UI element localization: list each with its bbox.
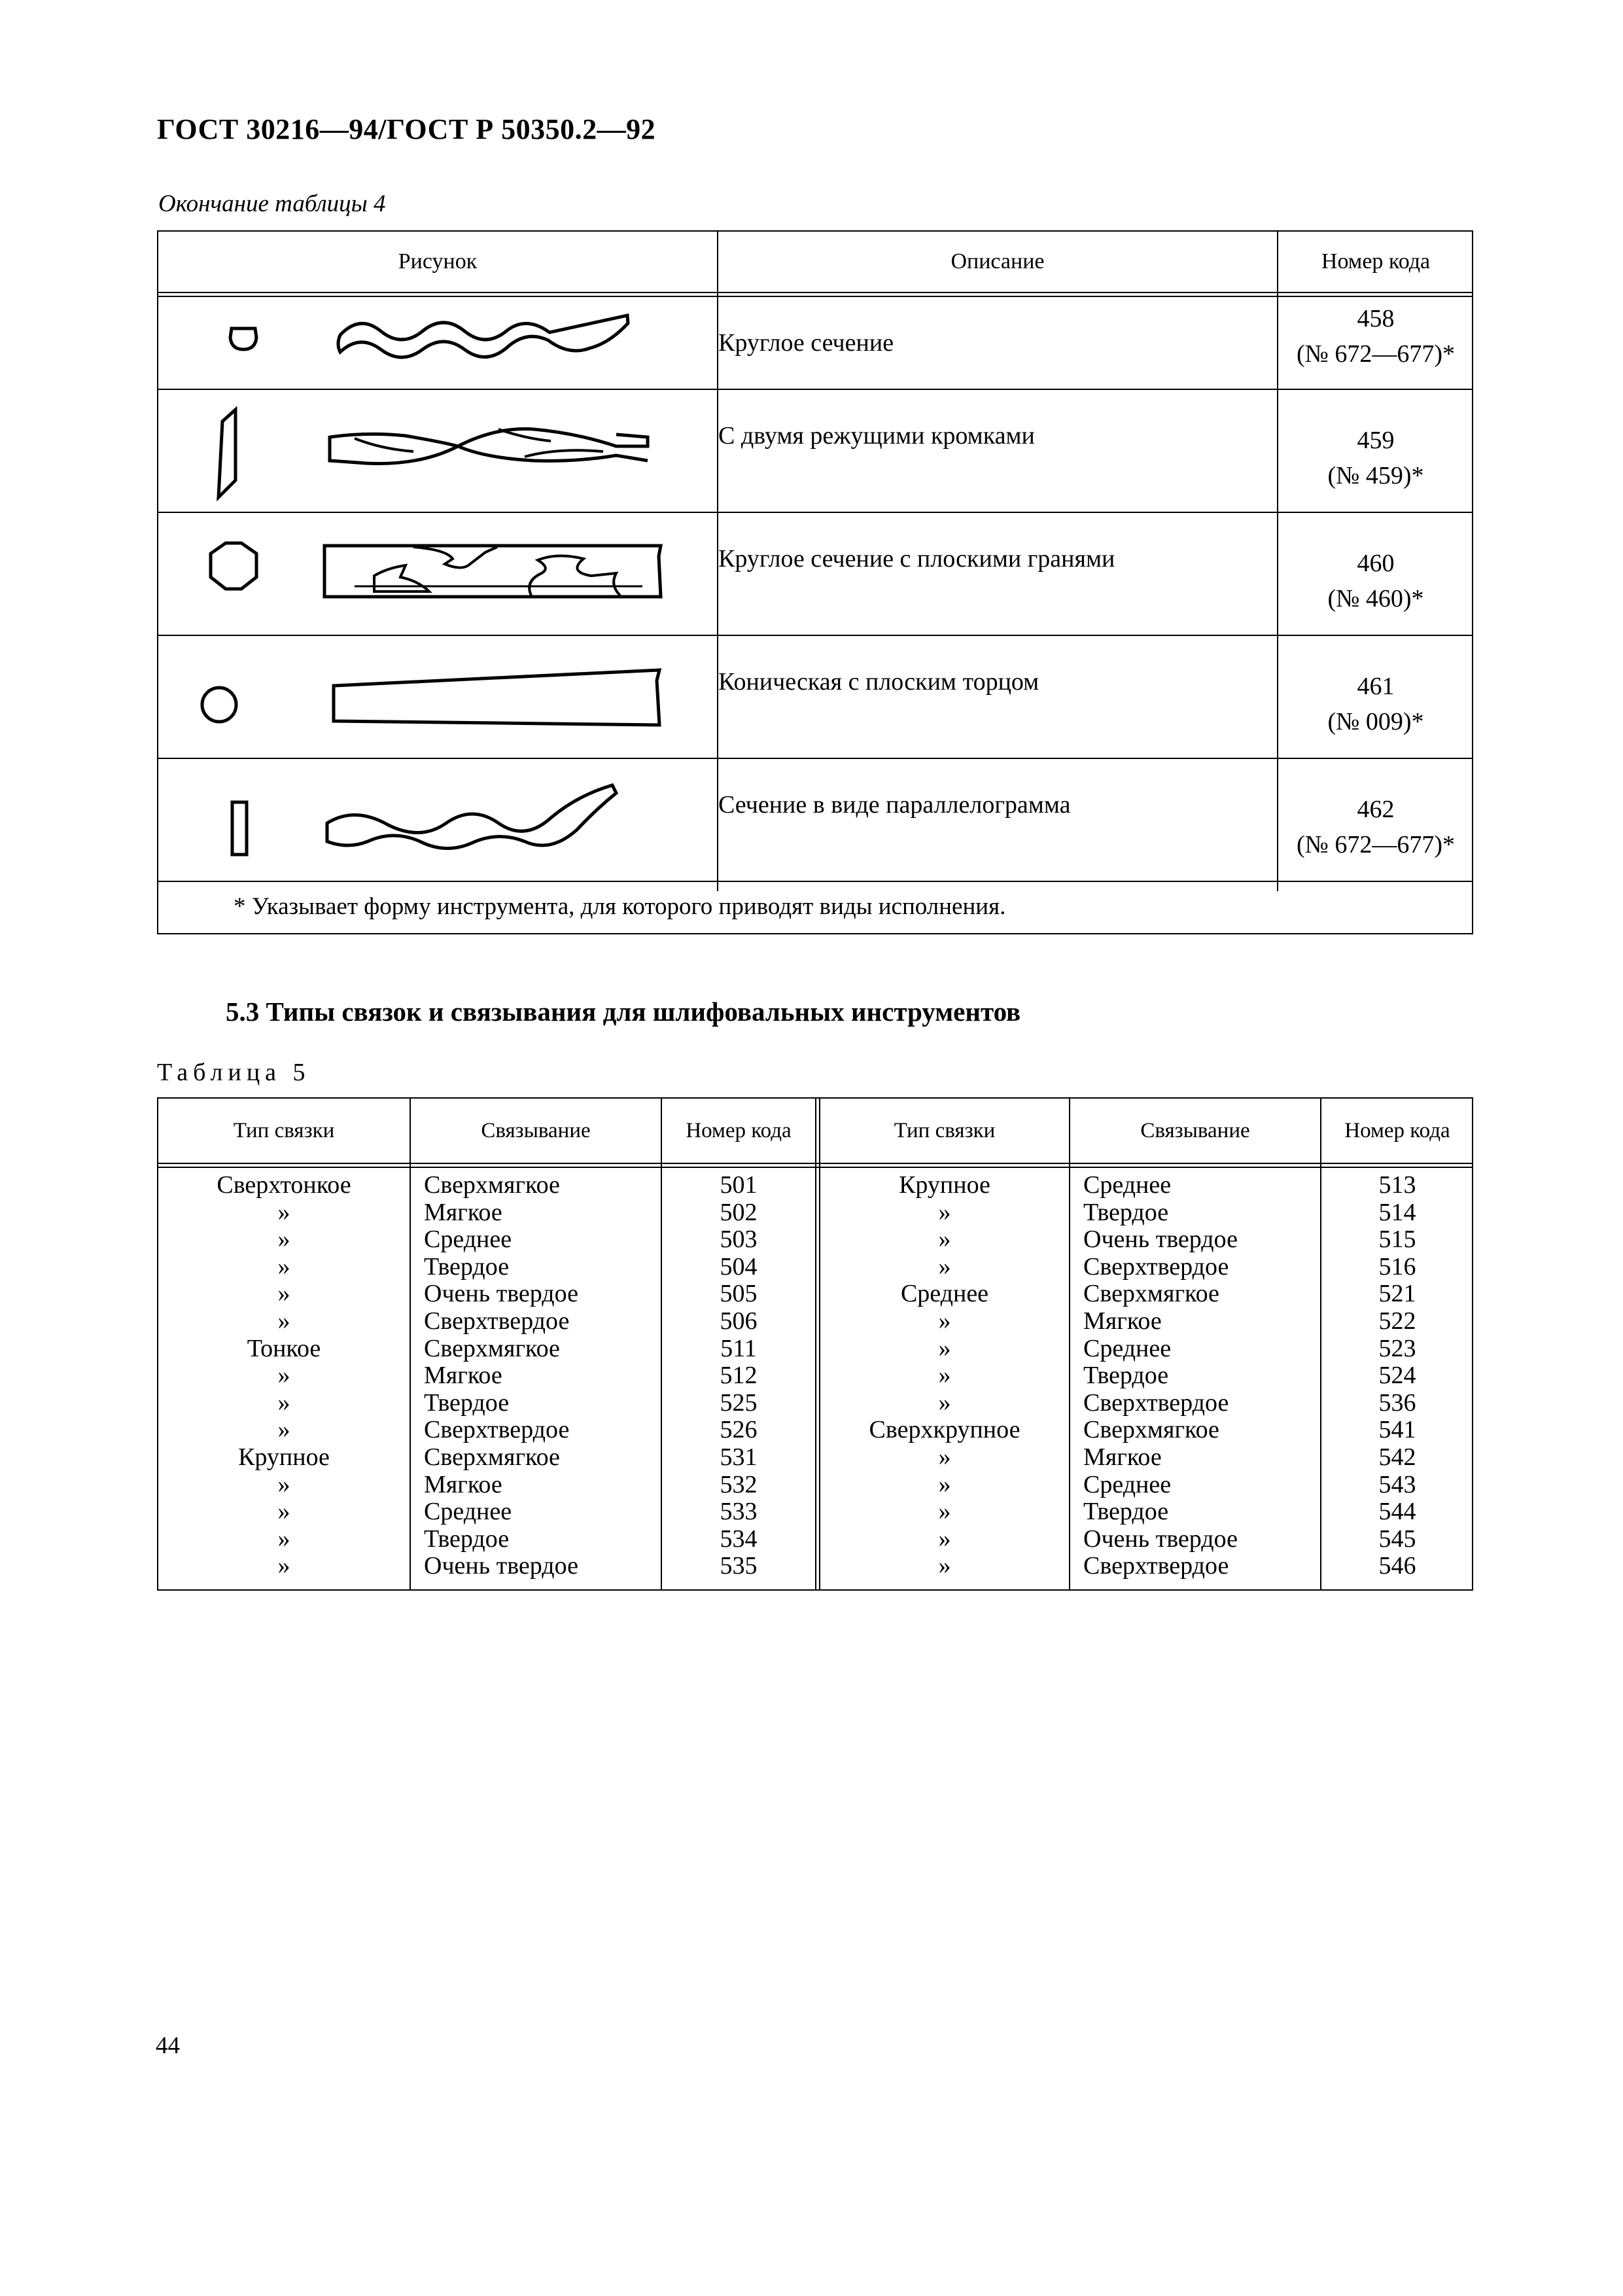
table5-cell: » [277, 1280, 290, 1308]
table4-code-number: 459 [1357, 427, 1395, 454]
table5-left-type-column [158, 1172, 410, 1580]
conical-flat-end-tool-figure [158, 636, 717, 758]
table5-cell: » [938, 1226, 951, 1254]
table5-cell: Мягкое [1083, 1443, 1162, 1471]
table5-cell: Мягкое [424, 1198, 502, 1226]
table4-row-description: С двумя режущими кромками [718, 422, 1035, 450]
table5-cell: » [938, 1470, 951, 1498]
table5-col-code: Номер кода [1344, 1118, 1450, 1142]
table5-cell: 544 [1378, 1498, 1416, 1526]
table4-code-number: 462 [1357, 796, 1395, 823]
table5-cell: » [938, 1443, 951, 1471]
table5-right-binding-column [1083, 1172, 1319, 1580]
table5-cell: 543 [1378, 1470, 1416, 1498]
table5-cell: Сверхкрупное [869, 1416, 1021, 1444]
two-edge-twisted-tool-figure [158, 390, 717, 512]
table5-cell: Сверхтвердое [1083, 1388, 1229, 1417]
table4-col-code: Номер кода [1321, 249, 1431, 274]
table5 [157, 1097, 1473, 1591]
table5-cell: 501 [720, 1171, 758, 1199]
round-section-wavy-tool-figure [158, 297, 717, 389]
table5-cell: 541 [1378, 1416, 1416, 1444]
table5-cell: 542 [1378, 1443, 1416, 1471]
table5-col-binding: Связывание [1140, 1118, 1250, 1142]
table5-cell: » [277, 1252, 290, 1280]
table5-cell: » [277, 1198, 290, 1226]
table4-row-description: Круглое сечение [718, 329, 894, 357]
table4-footnote: * Указывает форму инструмента, для которого приводят виды исполнения. [234, 893, 1006, 920]
table5-cell: 525 [720, 1388, 758, 1417]
table5-cell: » [938, 1198, 951, 1226]
parallelogram-section-wavy-tool-figure [158, 759, 717, 881]
table5-cell: » [277, 1552, 290, 1580]
table5-cell: » [938, 1362, 951, 1390]
table5-divider [1069, 1099, 1070, 1589]
table5-cell: 546 [1378, 1552, 1416, 1580]
table4-row-description: Сечение в виде параллелограмма [718, 791, 1071, 819]
table5-cell: Мягкое [424, 1362, 502, 1390]
table5-cell: Мягкое [1083, 1307, 1162, 1335]
table5-cell: » [938, 1498, 951, 1526]
table5-cell: 531 [720, 1443, 758, 1471]
table5-cell: 523 [1378, 1334, 1416, 1362]
table5-cell: Сверхмягкое [1083, 1416, 1219, 1444]
table5-cell: » [938, 1525, 951, 1553]
table4-code-number: 460 [1357, 550, 1395, 577]
table5-cell: » [277, 1470, 290, 1498]
table5-cell: Очень твердое [1083, 1226, 1238, 1254]
table5-right-code-column [1321, 1172, 1473, 1580]
table5-cell: Очень твердое [424, 1280, 578, 1308]
table4-code-ref: (№ 672—677)* [1296, 340, 1456, 368]
table5-cell: Твердое [424, 1388, 510, 1417]
table5-left-binding-column [424, 1172, 659, 1580]
table5-cell: 524 [1378, 1362, 1416, 1390]
table5-cell: Среднее [1083, 1470, 1172, 1498]
table4-row-rule [158, 881, 1472, 882]
table5-cell: Крупное [238, 1443, 330, 1471]
table5-cell: 506 [720, 1307, 758, 1335]
table5-cell: Сверхтвердое [424, 1307, 570, 1335]
table4-code-ref: (№ 460)* [1327, 585, 1424, 612]
table5-cell: Крупное [899, 1171, 990, 1199]
section-heading: 5.3 Типы связок и связывания для шлифовальных инструментов [226, 997, 1021, 1027]
table5-cell: 545 [1378, 1525, 1416, 1553]
table5-cell: 502 [720, 1198, 758, 1226]
table4-col-figure: Рисунок [398, 249, 478, 274]
table5-cell: Твердое [424, 1252, 510, 1280]
table4-row-code [1278, 669, 1474, 739]
table5-cell: Мягкое [424, 1470, 502, 1498]
table5-cell: Среднее [424, 1226, 512, 1254]
table5-cell: Сверхмягкое [424, 1443, 560, 1471]
table5-cell: Очень твердое [1083, 1525, 1238, 1553]
table5-cell: » [277, 1388, 290, 1417]
table5-cell: 535 [720, 1552, 758, 1580]
table5-cell: Сверхтвердое [1083, 1252, 1229, 1280]
table5-left-code-column [662, 1172, 815, 1580]
table5-cell: Сверхмягкое [424, 1171, 560, 1199]
table5-col-type: Тип связки [233, 1118, 335, 1142]
table5-cell: 522 [1378, 1307, 1416, 1335]
table5-divider [410, 1099, 411, 1589]
table4-header-rule [158, 292, 1472, 293]
octagon-section-tool-figure [158, 513, 717, 635]
table5-cell: » [938, 1552, 951, 1580]
table5-cell: 516 [1378, 1252, 1416, 1280]
table4-row-code [1278, 546, 1474, 616]
table5-header-rule [158, 1163, 1472, 1164]
table5-cell: 515 [1378, 1226, 1416, 1254]
table4-col-description: Описание [951, 249, 1045, 274]
table5-cell: » [938, 1307, 951, 1335]
table5-cell: » [938, 1252, 951, 1280]
table5-cell: Сверхтонкое [217, 1171, 351, 1199]
table5-cell: 513 [1378, 1171, 1416, 1199]
table5-cell: » [938, 1388, 951, 1417]
table5-divider [815, 1099, 816, 1589]
table5-cell: 504 [720, 1252, 758, 1280]
document-header: ГОСТ 30216—94/ГОСТ Р 50350.2—92 [157, 113, 656, 145]
page-number: 44 [156, 2032, 180, 2059]
table5-cell: Твердое [1083, 1198, 1169, 1226]
table5-cell: Среднее [900, 1280, 989, 1308]
table5-cell: 511 [720, 1334, 757, 1362]
table5-cell: Среднее [424, 1498, 512, 1526]
table4-row-code [1278, 792, 1474, 862]
table5-cell: Сверхтвердое [424, 1416, 570, 1444]
table5-cell: 532 [720, 1470, 758, 1498]
table5-cell: 521 [1378, 1280, 1416, 1308]
table5-cell: » [277, 1498, 290, 1526]
table5-cell: 503 [720, 1226, 758, 1254]
table5-cell: » [277, 1525, 290, 1553]
table4-code-ref: (№ 459)* [1327, 462, 1424, 489]
table4-code-ref: (№ 672—677)* [1296, 831, 1456, 858]
table5-cell: Сверхмягкое [424, 1334, 560, 1362]
table5-col-binding: Связывание [481, 1118, 591, 1142]
table5-cell: » [277, 1226, 290, 1254]
table5-col-code: Номер кода [686, 1118, 792, 1142]
table5-cell: Очень твердое [424, 1552, 578, 1580]
table5-header-rule [158, 1167, 1472, 1168]
table4-caption: Окончание таблицы 4 [158, 190, 386, 217]
table5-cell: Твердое [1083, 1498, 1169, 1526]
table5-cell: Сверхмягкое [1083, 1280, 1219, 1308]
table4-code-number: 458 [1357, 305, 1395, 332]
table5-cell: » [277, 1416, 290, 1444]
table4-row-code [1278, 301, 1474, 372]
table4-row-description: Круглое сечение с плоскими гранями [718, 545, 1115, 573]
table5-cell: Тонкое [247, 1334, 321, 1362]
table4 [157, 230, 1473, 934]
table5-cell: 534 [720, 1525, 758, 1553]
table5-cell: Сверхтвердое [1083, 1552, 1229, 1580]
table5-cell: » [277, 1362, 290, 1390]
table5-cell: 536 [1378, 1388, 1416, 1417]
table5-cell: Среднее [1083, 1171, 1172, 1199]
table4-row-code [1278, 423, 1474, 493]
table5-col-type: Тип связки [894, 1118, 996, 1142]
table5-cell: 533 [720, 1498, 758, 1526]
table5-cell: 512 [720, 1362, 758, 1390]
table5-right-type-column [820, 1172, 1069, 1580]
table4-code-ref: (№ 009)* [1327, 708, 1424, 735]
table5-cell: 526 [720, 1416, 758, 1444]
table5-caption: Таблица 5 [157, 1059, 311, 1086]
table5-cell: » [938, 1334, 951, 1362]
table4-row-description: Коническая с плоским торцом [718, 668, 1039, 696]
table5-cell: » [277, 1307, 290, 1335]
table5-cell: 514 [1378, 1198, 1416, 1226]
table5-cell: Твердое [1083, 1362, 1169, 1390]
table4-code-number: 461 [1357, 673, 1395, 700]
table5-cell: Среднее [1083, 1334, 1172, 1362]
table5-cell: Твердое [424, 1525, 510, 1553]
table5-cell: 505 [720, 1280, 758, 1308]
